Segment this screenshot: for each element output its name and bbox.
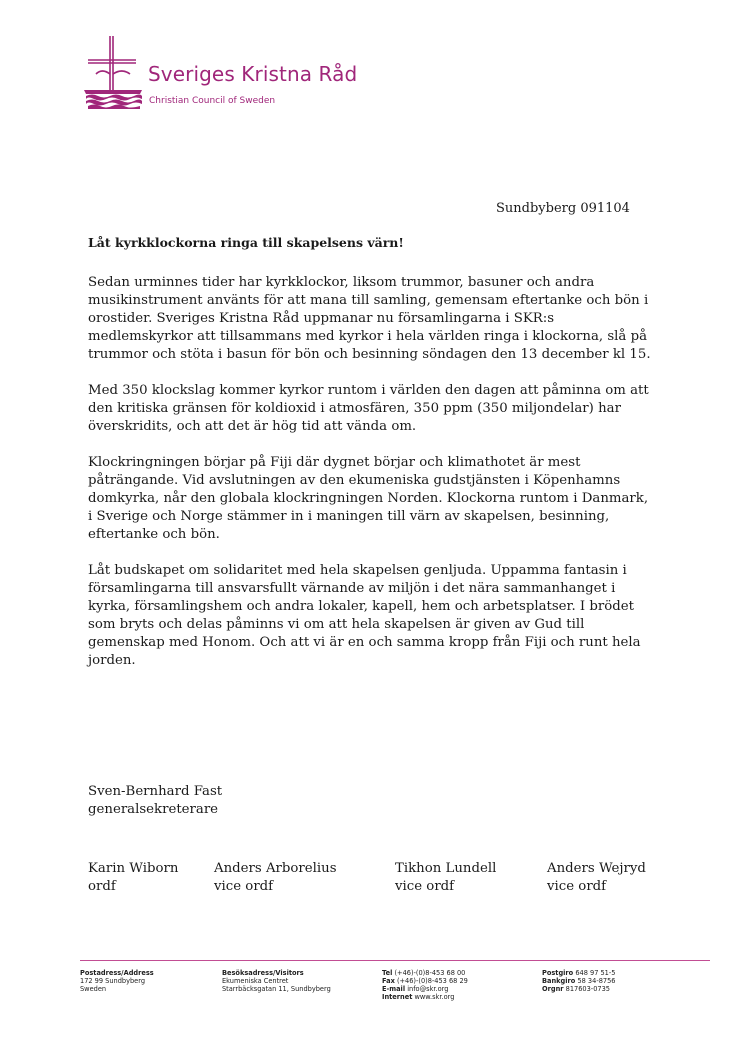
footer-divider bbox=[80, 960, 710, 961]
footer-text: 648 97 51-5 bbox=[575, 969, 616, 977]
footer-label: Internet bbox=[382, 993, 413, 1001]
footer-label: Postadress/Address bbox=[80, 969, 154, 977]
cosigner-name: Tikhon Lundell bbox=[395, 861, 497, 876]
letter-date: Sundbyberg 091104 bbox=[496, 201, 630, 216]
letter-title: Låt kyrkklockorna ringa till skapelsens värn! bbox=[88, 235, 404, 250]
cosigner-role: vice ordf bbox=[547, 879, 607, 894]
footer-text: 817603-0735 bbox=[565, 985, 610, 993]
cosigner-name: Anders Arborelius bbox=[214, 861, 337, 876]
footer-text: 58 34-8756 bbox=[577, 977, 616, 985]
letter-body bbox=[88, 274, 653, 688]
footer-text: www.skr.org bbox=[414, 993, 455, 1001]
footer-label: Fax bbox=[382, 977, 395, 985]
footer-text: (+46)-(0)8-453 68 00 bbox=[394, 969, 466, 977]
footer-label: Postgiro bbox=[542, 969, 574, 977]
footer-text: (+46)-(0)8-453 68 29 bbox=[396, 977, 468, 985]
footer-label: Tel bbox=[382, 969, 393, 977]
signer-name: Sven-Bernhard Fast bbox=[88, 784, 223, 799]
cosigner bbox=[88, 860, 178, 896]
footer-visiting-address bbox=[222, 969, 331, 993]
cosigner bbox=[214, 860, 337, 896]
cosigner-name: Karin Wiborn bbox=[88, 861, 179, 876]
footer-label: E-mail bbox=[382, 985, 406, 993]
footer-text: Starrbäcksgatan 11, Sundbyberg bbox=[222, 985, 331, 993]
cross-and-waves-icon bbox=[82, 34, 144, 110]
body-paragraph: Med 350 klockslag kommer kyrkor runtom i världen den dagen att påminna om att den kritiska gränsen för koldioxid i atmosfären, 350 ppm (350 miljondelar) har överskridits, och att det är hög tid att vända om. bbox=[88, 383, 649, 434]
organization-name: Sveriges Kristna Råd bbox=[148, 62, 358, 86]
footer-text: Sweden bbox=[80, 985, 107, 993]
footer-text: Ekumeniska Centret bbox=[222, 977, 289, 985]
footer-bank-details bbox=[542, 969, 615, 993]
footer-label: Besöksadress/Visitors bbox=[222, 969, 304, 977]
letterhead-logo bbox=[82, 34, 372, 114]
cosigner-role: ordf bbox=[88, 879, 116, 894]
signer-role: generalsekreterare bbox=[88, 802, 219, 817]
footer-text: 172 99 Sundbyberg bbox=[80, 977, 146, 985]
footer-label: Bankgiro bbox=[542, 977, 576, 985]
cosigner bbox=[547, 860, 646, 896]
footer-postal-address bbox=[80, 969, 154, 993]
cosigner bbox=[395, 860, 496, 896]
body-paragraph: Klockringningen börjar på Fiji där dygnet börjar och klimathotet är mest påträngande. Vid avslutningen av den ekumeniska gudstjänsten i Köpenhamns domkyrka, når den globala klockringningen Norden. Klockorna runtom i Danmark, i Sverige och Norge stämmer in i maningen till värn av skapelsen, besinning, eftertanke och bön. bbox=[88, 455, 649, 542]
footer-label: Orgnr bbox=[542, 985, 564, 993]
cosigner-role: vice ordf bbox=[214, 879, 274, 894]
body-paragraph: Låt budskapet om solidaritet med hela skapelsen genljuda. Uppamma fantasin i församlingarna till ansvarsfullt värnande av miljön i det nära sammanhanget i kyrka, församlingshem och andra lokaler, kapell, hem och arbetsplatser. I brödet som bryts och delas påminns vi om att hela skapelsen är given av Gud till gemenskap med Honom. Och att vi är en och samma kropp från Fiji och runt hela jorden. bbox=[88, 563, 641, 668]
footer-text: info@skr.org bbox=[407, 985, 449, 993]
organization-subtitle: Christian Council of Sweden bbox=[149, 96, 276, 106]
cosigner-role: vice ordf bbox=[395, 879, 455, 894]
signature-block bbox=[88, 783, 222, 819]
footer-contact bbox=[382, 969, 468, 1001]
body-paragraph: Sedan urminnes tider har kyrkklockor, liksom trummor, basuner och andra musikinstrument använts för att mana till samling, gemensam eftertanke och bön i orostider. Sveriges Kristna Råd uppmanar nu församlingarna i SKR:s medlemskyrkor att tillsammans med kyrkor i hela världen ringa i klockorna, slå på trummor och stöta i basun för bön och besinning söndagen den 13 december kl 15. bbox=[88, 275, 651, 362]
cosigner-name: Anders Wejryd bbox=[547, 861, 646, 876]
